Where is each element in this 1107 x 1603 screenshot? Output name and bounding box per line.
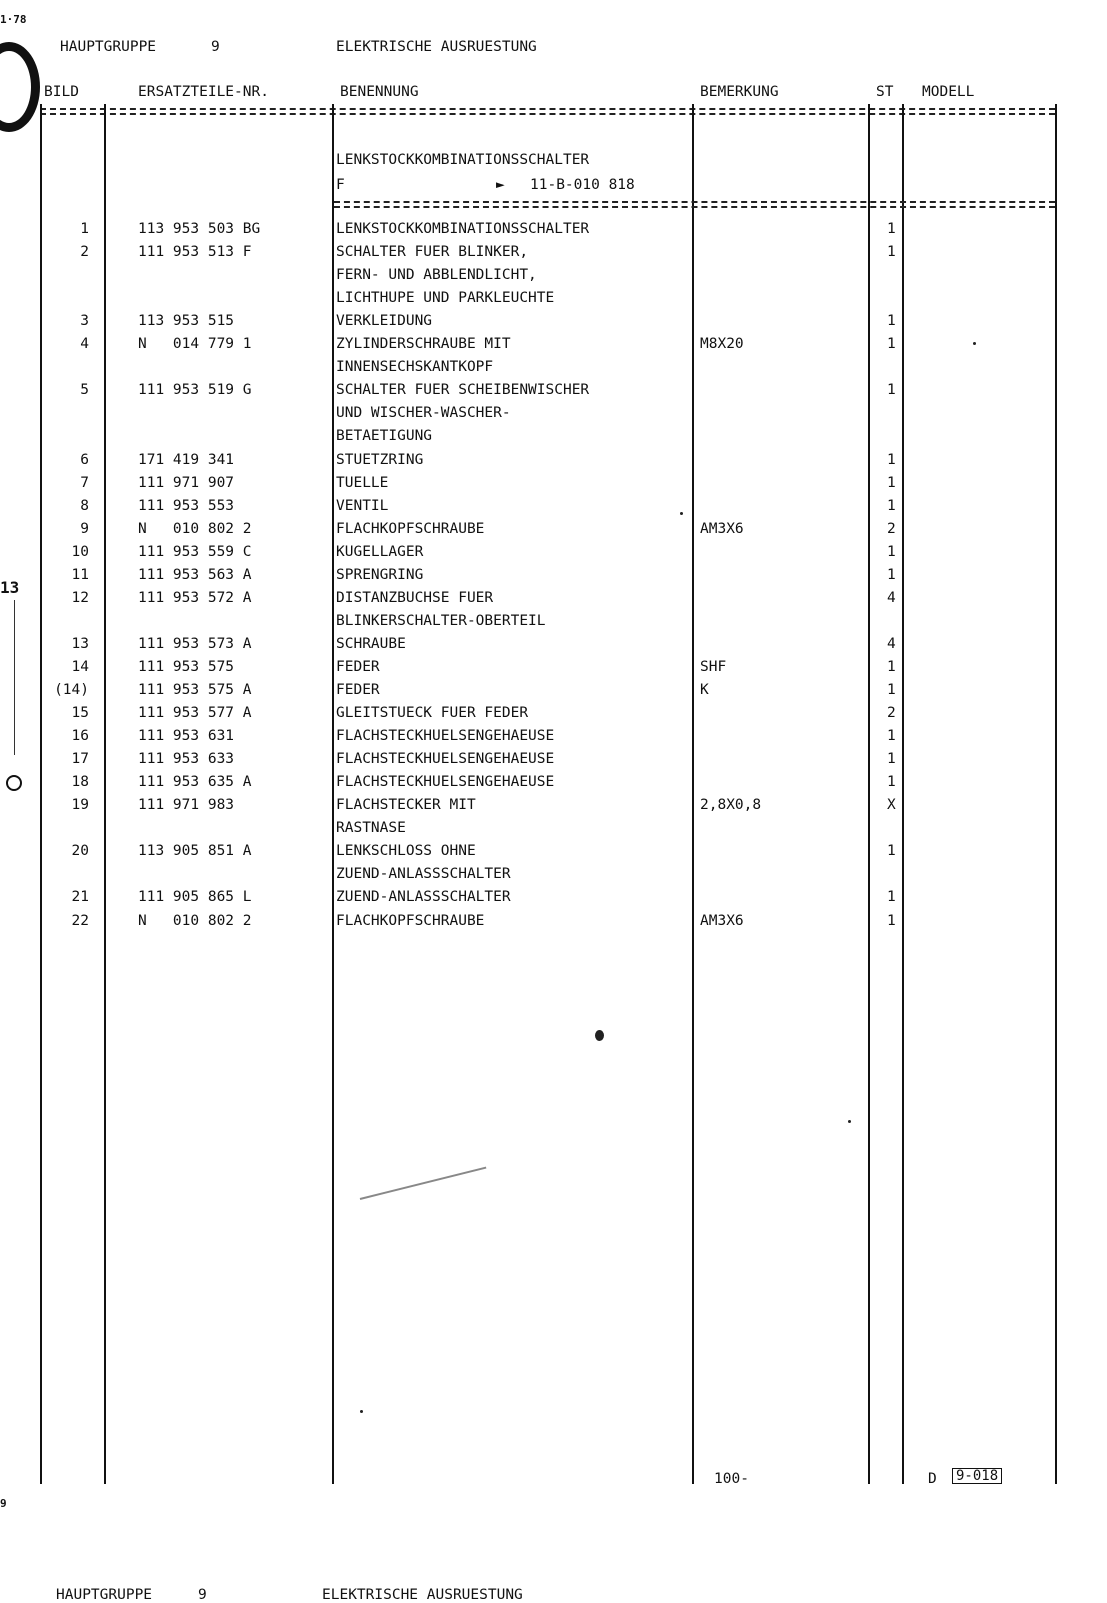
bild-number: 8 <box>80 497 89 514</box>
quantity: 1 <box>887 912 896 929</box>
col-line <box>1055 104 1057 1484</box>
arrow-icon: ► <box>496 177 505 193</box>
part-number: N 010 802 2 <box>138 520 252 537</box>
part-name: SCHALTER FUER BLINKER, <box>336 244 529 261</box>
part-number: N 014 779 1 <box>138 336 252 353</box>
bild-number: 15 <box>71 705 89 722</box>
part-name: FLACHKOPFSCHRAUBE <box>336 912 485 929</box>
part-name: FEDER <box>336 658 380 675</box>
quantity: 1 <box>887 382 896 399</box>
part-name: SCHALTER FUER SCHEIBENWISCHER <box>336 382 590 399</box>
part-number: N 010 802 2 <box>138 912 252 929</box>
part-number: 111 953 573 A <box>138 635 252 652</box>
part-name: RASTNASE <box>336 820 406 837</box>
bild-number: 1 <box>80 221 89 237</box>
variant: D <box>928 1471 937 1487</box>
bild-number: 6 <box>80 451 89 468</box>
scan-speck <box>680 512 683 515</box>
quantity: 4 <box>887 635 896 652</box>
quantity: 1 <box>887 221 896 237</box>
part-name: TUELLE <box>336 474 389 491</box>
col-line <box>332 104 334 1484</box>
part-name: ZYLINDERSCHRAUBE MIT <box>336 336 511 353</box>
bild-number: 13 <box>71 635 89 652</box>
part-number: 111 953 559 C <box>138 543 252 560</box>
part-number: 111 971 907 <box>138 474 235 491</box>
scan-speck <box>848 1120 851 1123</box>
stripe-circle-icon <box>6 775 22 791</box>
quantity: 1 <box>887 843 896 860</box>
part-name: ZUEND-ANLASSSCHALTER <box>336 866 511 883</box>
bild-number: 12 <box>71 589 89 606</box>
part-name: KUGELLAGER <box>336 543 424 560</box>
quantity: 1 <box>887 336 896 353</box>
page-tab-mark <box>0 42 40 132</box>
remark: K <box>700 682 709 698</box>
remark: AM3X6 <box>700 912 744 929</box>
scan-speck <box>595 1030 604 1041</box>
part-number: 111 953 631 <box>138 728 235 745</box>
remark: AM3X6 <box>700 520 744 537</box>
part-number: 111 953 635 A <box>138 774 252 791</box>
stripe-line <box>14 600 15 755</box>
bild-number: 7 <box>80 474 89 491</box>
assembly-code: F <box>336 177 345 193</box>
part-number: 111 971 983 <box>138 797 235 814</box>
col-model: MODELL <box>922 84 975 100</box>
bild-number: 4 <box>80 336 89 353</box>
bild-number: 18 <box>71 774 89 791</box>
quantity: 1 <box>887 728 896 745</box>
group-title: ELEKTRISCHE AUSRUESTUNG <box>336 39 537 55</box>
stripe-number: 13 <box>0 578 20 597</box>
part-number: 111 953 575 <box>138 658 235 675</box>
col-remark: BEMERKUNG <box>700 84 779 100</box>
part-name: LENKSCHLOSS OHNE <box>336 843 476 860</box>
part-name: FLACHSTECKHUELSENGEHAEUSE <box>336 774 555 791</box>
quantity: 1 <box>887 889 896 906</box>
quantity: 1 <box>887 313 896 330</box>
part-number: 111 953 575 A <box>138 682 252 698</box>
part-number: 113 953 503 BG <box>138 221 261 237</box>
quantity: 1 <box>887 774 896 791</box>
corner-date: 1·78 <box>0 13 27 26</box>
assembly-title: LENKSTOCKKOMBINATIONSSCHALTER <box>336 152 590 168</box>
part-name: INNENSECHSKANTKOPF <box>336 359 494 376</box>
col-part-no: ERSATZTEILE-NR. <box>138 84 269 100</box>
part-name: LENKSTOCKKOMBINATIONSSCHALTER <box>336 221 590 237</box>
part-name: SCHRAUBE <box>336 635 406 652</box>
sheet-code: 9-018 <box>952 1468 1002 1484</box>
bild-number: 3 <box>80 313 89 330</box>
part-number: 111 953 519 G <box>138 382 252 399</box>
part-name: DISTANZBUCHSE FUER <box>336 589 494 606</box>
bild-number: 17 <box>71 751 89 768</box>
part-number: 111 953 553 <box>138 497 235 514</box>
col-name: BENENNUNG <box>340 84 419 100</box>
bild-number: 2 <box>80 244 89 261</box>
quantity: 1 <box>887 682 896 698</box>
next-group-title: ELEKTRISCHE AUSRUESTUNG <box>322 1587 523 1603</box>
assembly-separator <box>334 201 1055 208</box>
part-number: 171 419 341 <box>138 451 235 468</box>
part-name: UND WISCHER-WASCHER- <box>336 405 511 422</box>
quantity: 1 <box>887 543 896 560</box>
bild-number: 9 <box>80 520 89 537</box>
page-number: 100- <box>714 1471 749 1487</box>
part-name: VERKLEIDUNG <box>336 313 433 330</box>
remark: M8X20 <box>700 336 744 353</box>
bild-number: 22 <box>71 912 89 929</box>
bild-number: 20 <box>71 843 89 860</box>
part-name: BLINKERSCHALTER-OBERTEIL <box>336 612 546 629</box>
bild-number: 19 <box>71 797 89 814</box>
part-name: FERN- UND ABBLENDLICHT, <box>336 267 537 284</box>
part-name: ZUEND-ANLASSSCHALTER <box>336 889 511 906</box>
group-number: 9 <box>211 39 220 55</box>
part-name: VENTIL <box>336 497 389 514</box>
scan-speck <box>973 342 976 345</box>
quantity: 1 <box>887 474 896 491</box>
part-name: FLACHSTECKHUELSENGEHAEUSE <box>336 728 555 745</box>
part-name: FLACHSTECKER MIT <box>336 797 476 814</box>
part-name: FLACHSTECKHUELSENGEHAEUSE <box>336 751 555 768</box>
assembly-reference: 11-B-010 818 <box>530 177 635 193</box>
next-group-number: 9 <box>198 1587 207 1603</box>
quantity: 1 <box>887 451 896 468</box>
group-label: HAUPTGRUPPE <box>60 39 157 55</box>
quantity: 1 <box>887 751 896 768</box>
col-line <box>104 104 106 1484</box>
quantity: 1 <box>887 566 896 583</box>
part-name: STUETZRING <box>336 451 424 468</box>
col-line <box>902 104 904 1484</box>
col-line <box>868 104 870 1484</box>
bild-number: 11 <box>71 566 89 583</box>
bild-number: 5 <box>80 382 89 399</box>
part-number: 111 953 513 F <box>138 244 252 261</box>
part-number: 111 953 577 A <box>138 705 252 722</box>
col-qty: ST <box>876 84 894 100</box>
part-name: BETAETIGUNG <box>336 428 433 445</box>
quantity: 1 <box>887 497 896 514</box>
part-number: 113 953 515 <box>138 313 235 330</box>
quantity: 2 <box>887 520 896 537</box>
remark: 2,8X0,8 <box>700 797 762 814</box>
part-number: 113 905 851 A <box>138 843 252 860</box>
part-name: FEDER <box>336 682 380 698</box>
quantity: 4 <box>887 589 896 606</box>
bild-number: 14 <box>71 658 89 675</box>
next-group-label: HAUPTGRUPPE <box>56 1587 153 1603</box>
col-line <box>692 104 694 1484</box>
quantity: 2 <box>887 705 896 722</box>
bottom-left-mark: 9 <box>0 1497 7 1510</box>
col-line <box>40 104 42 1484</box>
quantity: 1 <box>887 244 896 261</box>
part-number: 111 953 563 A <box>138 566 252 583</box>
part-name: GLEITSTUECK FUER FEDER <box>336 705 529 722</box>
part-number: 111 953 633 <box>138 751 235 768</box>
bild-number: (14) <box>54 682 89 698</box>
part-number: 111 905 865 L <box>138 889 252 906</box>
quantity: X <box>887 797 896 814</box>
quantity: 1 <box>887 658 896 675</box>
col-bild: BILD <box>44 84 79 100</box>
remark: SHF <box>700 658 727 675</box>
part-name: LICHTHUPE UND PARKLEUCHTE <box>336 290 555 307</box>
bild-number: 10 <box>71 543 89 560</box>
bild-number: 21 <box>71 889 89 906</box>
bild-number: 16 <box>71 728 89 745</box>
part-name: SPRENGRING <box>336 566 424 583</box>
scan-stroke <box>360 1167 487 1200</box>
part-number: 111 953 572 A <box>138 589 252 606</box>
part-name: FLACHKOPFSCHRAUBE <box>336 520 485 537</box>
scan-speck <box>360 1410 363 1413</box>
